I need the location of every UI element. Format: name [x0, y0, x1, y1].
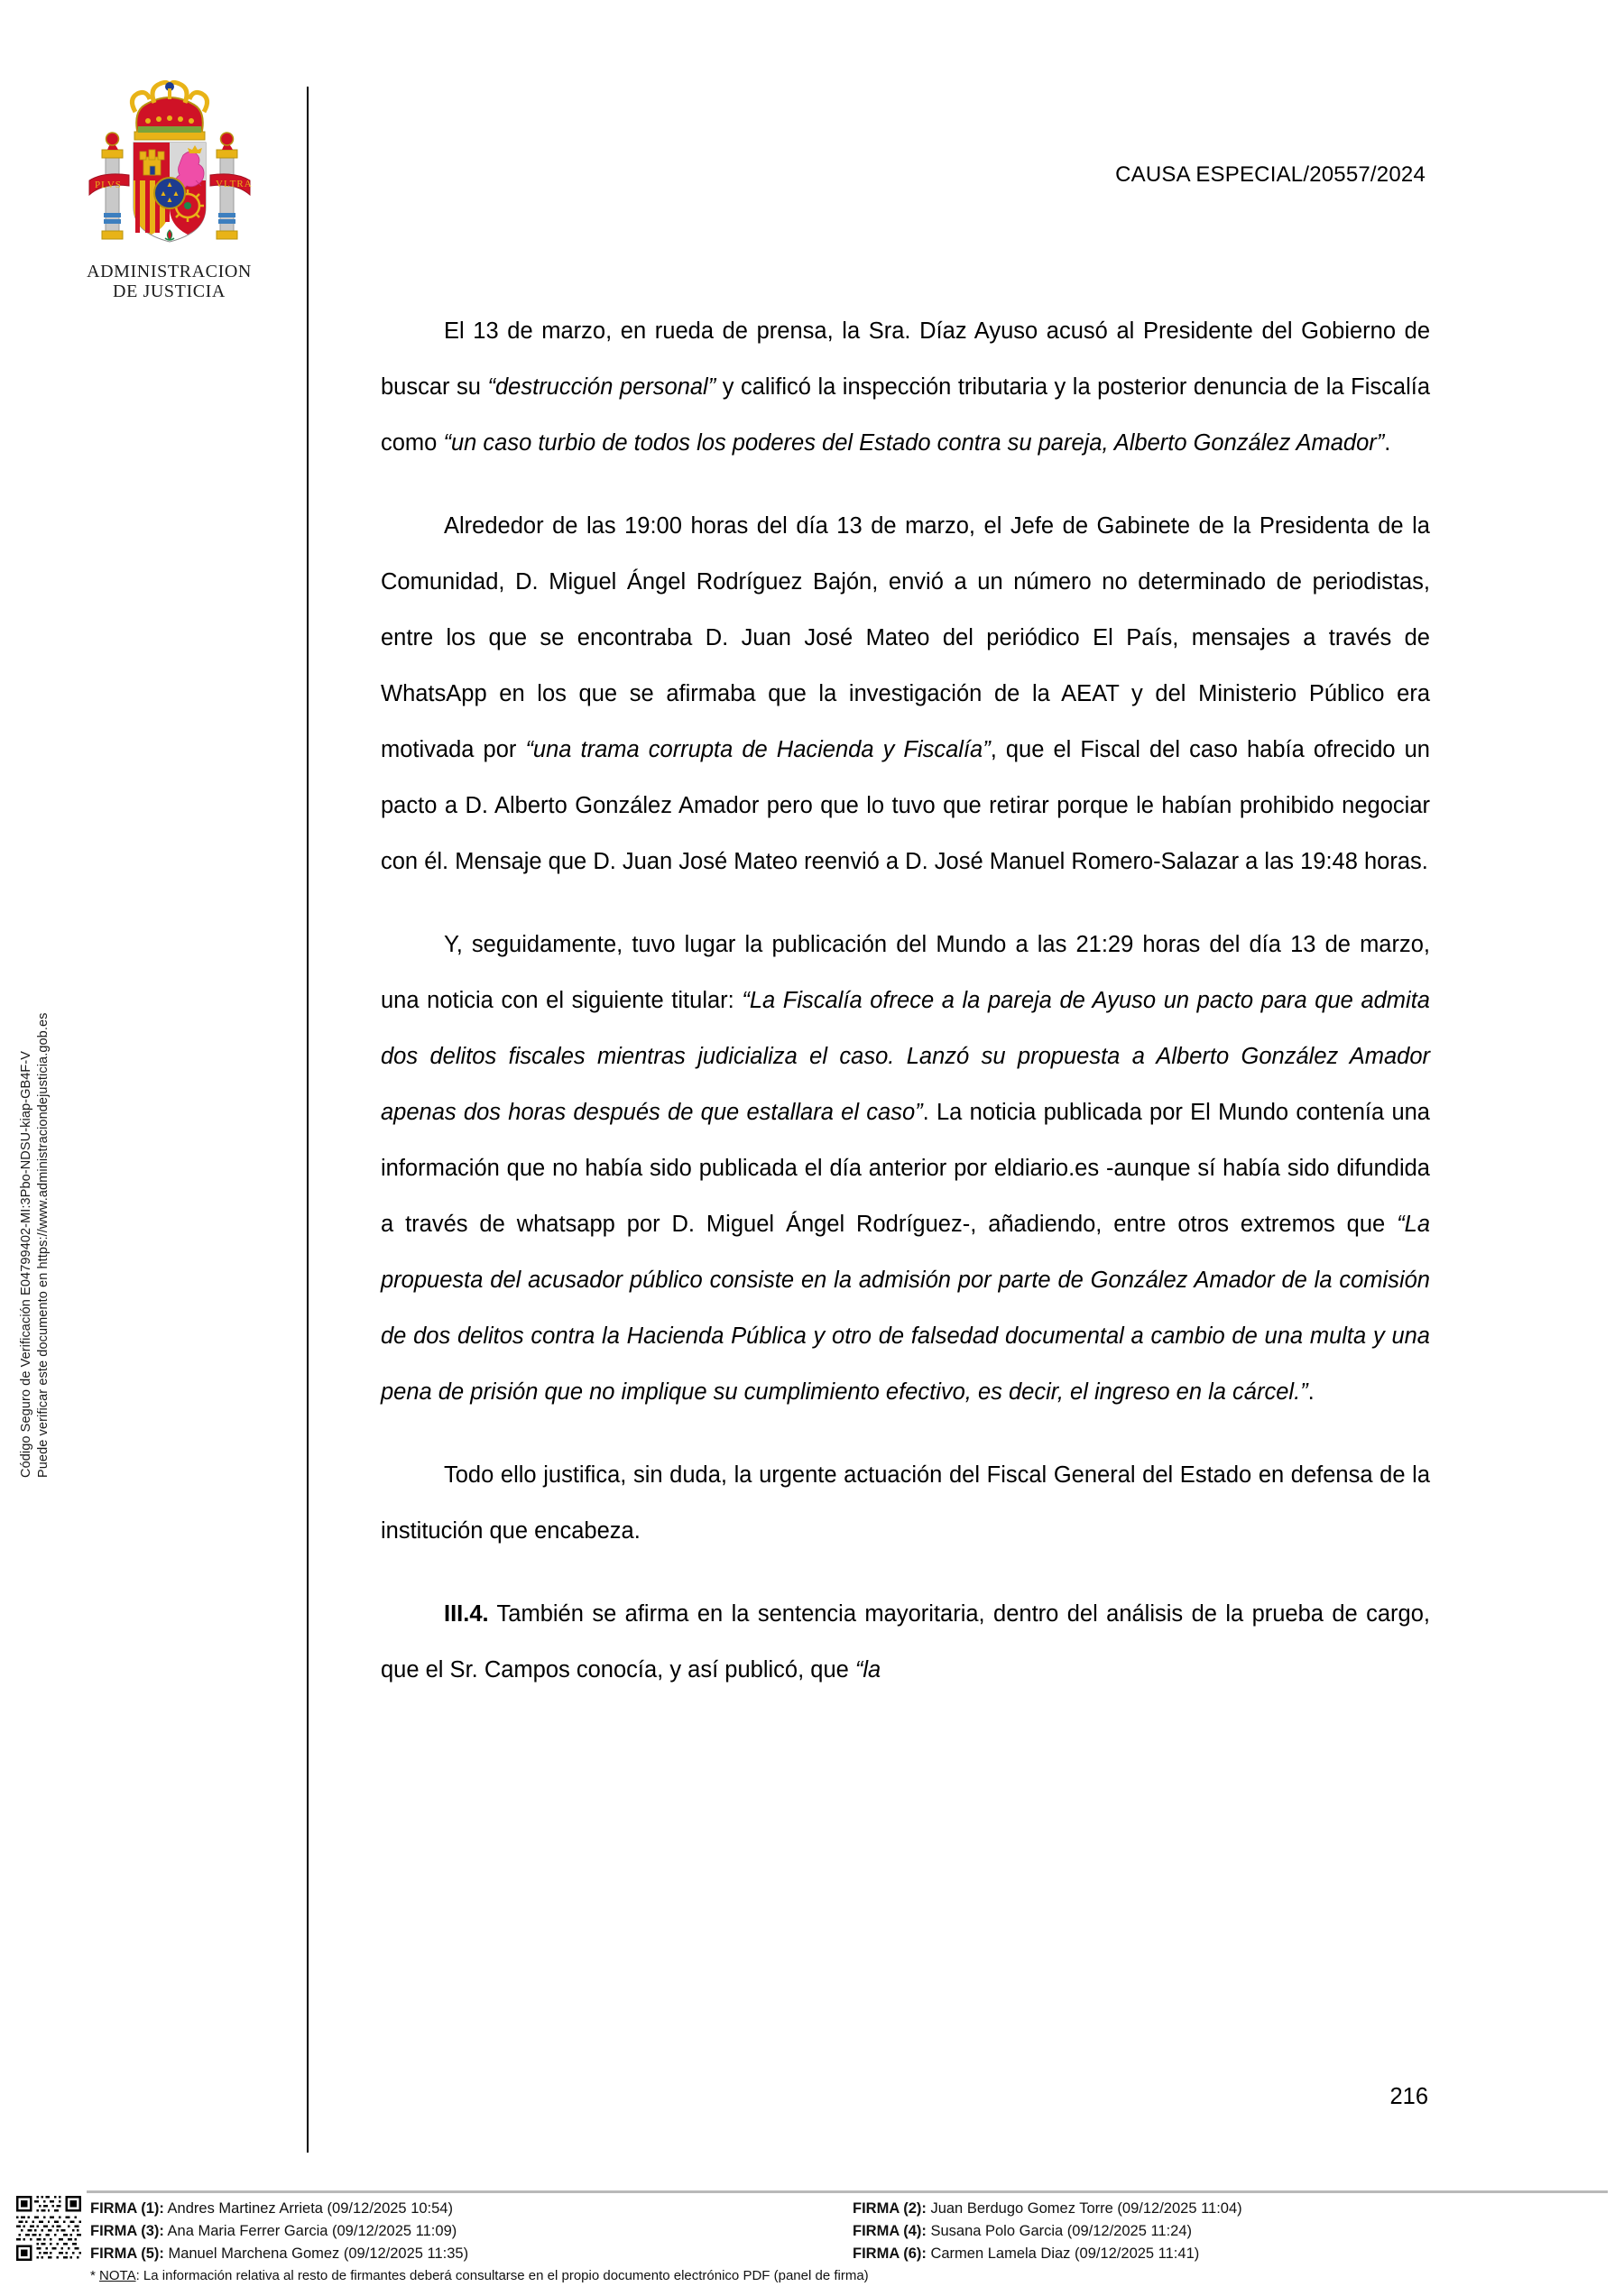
- signature-column-right: [853, 2198, 1615, 2265]
- coat-of-arms-block: [68, 79, 271, 302]
- paragraph: [381, 498, 1430, 890]
- spain-coat-of-arms-icon: [84, 79, 255, 260]
- signature-footer: [0, 2190, 1624, 2296]
- quoted-italic-text: “una trama corrupta de Hacienda y Fiscalía”: [525, 737, 991, 762]
- body-text: .: [1307, 1379, 1315, 1405]
- signature-value: Ana Maria Ferrer Garcia (09/12/2025 11:09): [163, 2223, 457, 2239]
- note-prefix: *: [90, 2268, 100, 2283]
- footer-divider-rule: [87, 2190, 1608, 2193]
- paragraph: [381, 1586, 1430, 1698]
- signature-row: [90, 2198, 853, 2220]
- signature-list: [90, 2198, 1615, 2285]
- body-text: También se afirma en la sentencia mayoritaria, dentro del análisis de la prueba de cargo, que el Sr. Campos conocía, y así publicó, que: [381, 1601, 1430, 1683]
- note-rest: : La información relativa al resto de firmantes deberá consultarse en el propio documento electrónico PDF (panel de firma): [135, 2268, 869, 2283]
- signature-row: [853, 2243, 1615, 2265]
- paragraph: [381, 917, 1430, 1420]
- body-text: Todo ello justifica, sin duda, la urgente actuación del Fiscal General del Estado en defensa de la institución que encabeza.: [381, 1462, 1430, 1544]
- body-text: Alrededor de las 19:00 horas del día 13 de marzo, el Jefe de Gabinete de la Presidenta de la Comunidad, D. Miguel Ángel Rodríguez Bajón, envió a un número no determinado de periodistas, entre los que se encontraba D. Juan José Mateo del periódico El País, mensajes a través de WhatsApp en los que se afirmaba que la investigación de la AEAT y del Ministerio Público era motivada por: [381, 513, 1430, 762]
- margin-divider-rule: [307, 87, 309, 2153]
- footer-note: [90, 2266, 1615, 2285]
- document-body: [381, 303, 1430, 1725]
- body-text: . La noticia publicada por El Mundo contenía una información que no había sido publicada el día anterior por eldiario.es -aunque sí había sido difundida a través de whatsapp por D. Miguel Ángel Rodríguez-, añadiendo, entre otros extremos que: [381, 1100, 1430, 1237]
- signature-row: [853, 2198, 1615, 2220]
- page-number: 216: [1389, 2084, 1428, 2109]
- signature-label: FIRMA (6):: [853, 2245, 927, 2262]
- case-reference-header: CAUSA ESPECIAL/20557/2024: [1115, 162, 1426, 187]
- qr-code-icon: [16, 2196, 81, 2261]
- section-number: III.4.: [444, 1601, 489, 1627]
- signature-value: Andres Martinez Arrieta (09/12/2025 10:54): [163, 2200, 453, 2217]
- quoted-italic-text: “La Fiscalía ofrece a la pareja de Ayuso un pacto para que admita dos delitos fiscales mientras judicializa el caso. Lanzó su propuesta a Alberto González Amador apenas dos horas después de que estallara el caso”: [381, 988, 1430, 1125]
- verification-code-text: Código Seguro de Verificación E04799402-MI:3Pbo-NDSU-kiap-GB4F-V: [19, 1050, 33, 1478]
- note-underlined: NOTA: [99, 2268, 136, 2283]
- signature-value: Juan Berdugo Gomez Torre (09/12/2025 11:04): [926, 2200, 1242, 2217]
- verification-margin-strip: [0, 0, 56, 2165]
- quoted-italic-text: “destrucción personal”: [487, 374, 716, 400]
- body-text: El 13 de marzo, en rueda de prensa, la Sra. Díaz Ayuso acusó al Presidente del Gobierno de buscar su: [381, 318, 1430, 400]
- signature-label: FIRMA (1):: [90, 2200, 164, 2217]
- signature-row: [90, 2220, 853, 2243]
- quoted-italic-text: “la: [854, 1657, 881, 1683]
- body-text: , que el Fiscal del caso había ofrecido un pacto a D. Alberto González Amador pero que lo tuvo que retirar porque le habían prohibido negociar con él. Mensaje que D. Juan José Mateo reenvió a D. José Manuel Romero-Salazar a las 19:48 horas.: [381, 737, 1430, 874]
- emblem-caption-line-1: ADMINISTRACION: [87, 262, 252, 281]
- signature-label: FIRMA (2):: [853, 2200, 927, 2217]
- signature-row: [853, 2220, 1615, 2243]
- paragraph: [381, 1447, 1430, 1559]
- signature-column-left: [90, 2198, 853, 2265]
- signature-label: FIRMA (4):: [853, 2223, 927, 2239]
- emblem-caption-line-2: DE JUSTICIA: [113, 281, 226, 302]
- quoted-italic-text: “un caso turbio de todos los poderes del Estado contra su pareja, Alberto González Amador”: [443, 430, 1385, 456]
- quoted-italic-text: “La propuesta del acusador público consiste en la admisión por parte de González Amador de la comisión de dos delitos contra la Hacienda Pública y otro de falsedad documental a cambio de una multa y una pena de prisión que no implique su cumplimiento efectivo, es decir, el ingreso en la cárcel.”: [381, 1212, 1430, 1405]
- svg-text:PLVS: PLVS: [94, 180, 122, 190]
- body-text: y calificó la inspección tributaria y la posterior denuncia de la Fiscalía como: [381, 374, 1430, 456]
- signature-row: [90, 2243, 853, 2265]
- body-text: Y, seguidamente, tuvo lugar la publicación del Mundo a las 21:29 horas del día 13 de marzo, una noticia con el siguiente titular:: [381, 932, 1430, 1013]
- signature-value: Carmen Lamela Diaz (09/12/2025 11:41): [926, 2245, 1200, 2262]
- signature-label: FIRMA (3):: [90, 2223, 164, 2239]
- emblem-caption: [68, 262, 271, 302]
- svg-text:VLTRA: VLTRA: [215, 179, 253, 189]
- signature-value: Manuel Marchena Gomez (09/12/2025 11:35): [163, 2245, 469, 2262]
- signature-label: FIRMA (5):: [90, 2245, 164, 2262]
- verification-url-text: Puede verificar este documento en https://www.administraciondejusticia.gob.es: [36, 1012, 51, 1478]
- body-text: .: [1384, 430, 1391, 456]
- paragraph: [381, 303, 1430, 471]
- signature-value: Susana Polo Garcia (09/12/2025 11:24): [926, 2223, 1193, 2239]
